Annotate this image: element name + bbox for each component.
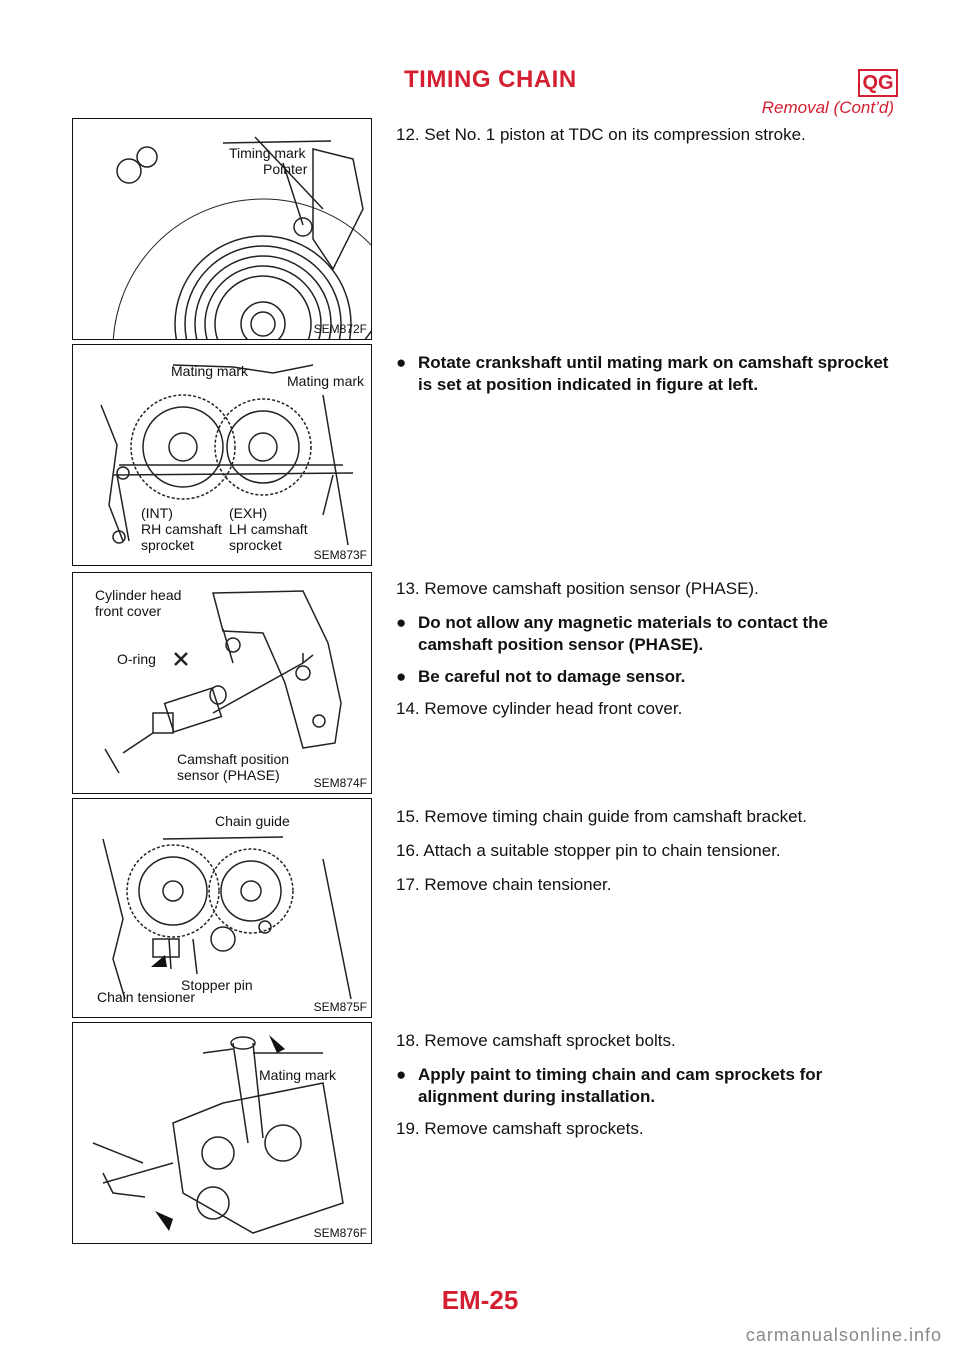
figure-label: O-ring: [117, 651, 156, 667]
figure-label: sprocket: [141, 537, 194, 553]
bullet-text: Be careful not to damage sensor.: [418, 667, 686, 686]
bullet-icon: ●: [396, 1065, 407, 1084]
bullet-icon: ●: [396, 353, 407, 372]
section-step-15-17: [396, 806, 896, 908]
bullet-item: [396, 666, 896, 688]
figure-code: SEM873F: [313, 548, 367, 562]
step-text: 14. Remove cylinder head front cover.: [396, 699, 683, 718]
figure-label: Pointer: [263, 161, 308, 177]
sprocket-bolts-illustration: [73, 1023, 372, 1244]
figure-label: Cylinder head: [95, 587, 182, 603]
figure-label: Stopper pin: [181, 977, 253, 993]
step-text: 15. Remove timing chain guide from camshaft bracket.: [396, 807, 808, 826]
header-badge: QG: [858, 69, 898, 97]
figure-label: sensor (PHASE): [177, 767, 280, 783]
step-text: 18. Remove camshaft sprocket bolts.: [396, 1031, 676, 1050]
figure-code: SEM874F: [313, 776, 367, 790]
section-step-18-19: [396, 1030, 896, 1152]
figure-label: Mating mark: [171, 363, 249, 379]
bullet-text: Rotate crankshaft until mating mark on camshaft sprocket is set at position indicated in figure at left.: [418, 353, 889, 394]
figure-label: Mating mark: [287, 373, 365, 389]
step-text: 13. Remove camshaft position sensor (PHASE).: [396, 579, 759, 598]
section-step-12: [396, 124, 896, 158]
figure-code: SEM872F: [313, 322, 367, 336]
figure-label: Chain guide: [215, 813, 290, 829]
bullet-icon: ●: [396, 613, 407, 632]
figure-code: SEM875F: [313, 1000, 367, 1014]
figure-label: RH camshaft: [141, 521, 222, 537]
figure-sem874f: [72, 572, 372, 794]
step-text: 12. Set No. 1 piston at TDC on its compression stroke.: [396, 125, 806, 144]
figure-sem876f: [72, 1022, 372, 1244]
figure-sem872f: [72, 118, 372, 340]
figure-label: Mating mark: [259, 1067, 337, 1083]
section-step-13-14: [396, 578, 896, 732]
figure-label: Chain tensioner: [97, 989, 196, 1005]
figure-label: LH camshaft: [229, 521, 308, 537]
crankshaft-pulley-illustration: [73, 119, 372, 340]
bullet-text: Apply paint to timing chain and cam sprockets for alignment during installation.: [418, 1065, 823, 1106]
figure-label: front cover: [95, 603, 162, 619]
figure-label: sprocket: [229, 537, 282, 553]
figure-sem875f: [72, 798, 372, 1018]
figure-sem873f: [72, 344, 372, 566]
section-rotate-crankshaft: [396, 352, 896, 406]
figure-code: SEM876F: [313, 1226, 367, 1240]
figure-label: Camshaft position: [177, 751, 290, 767]
bullet-item: [396, 1064, 896, 1108]
figure-label: (EXH): [229, 505, 268, 521]
step-text: 19. Remove camshaft sprockets.: [396, 1119, 644, 1138]
figure-label: Timing mark: [229, 145, 306, 161]
bullet-item: [396, 352, 896, 396]
header-subtitle: Removal (Cont’d): [761, 98, 894, 117]
page-number: EM-25: [441, 1285, 519, 1315]
header-title: TIMING CHAIN: [404, 66, 577, 93]
step-text: 17. Remove chain tensioner.: [396, 875, 612, 894]
watermark: carmanualsonline.info: [745, 1325, 942, 1345]
figure-label: (INT): [141, 505, 173, 521]
bullet-text: Do not allow any magnetic materials to contact the camshaft position sensor (PHASE).: [418, 613, 828, 654]
step-text: 16. Attach a suitable stopper pin to chain tensioner.: [396, 841, 781, 860]
bullet-icon: ●: [396, 667, 407, 686]
bullet-item: [396, 612, 896, 656]
